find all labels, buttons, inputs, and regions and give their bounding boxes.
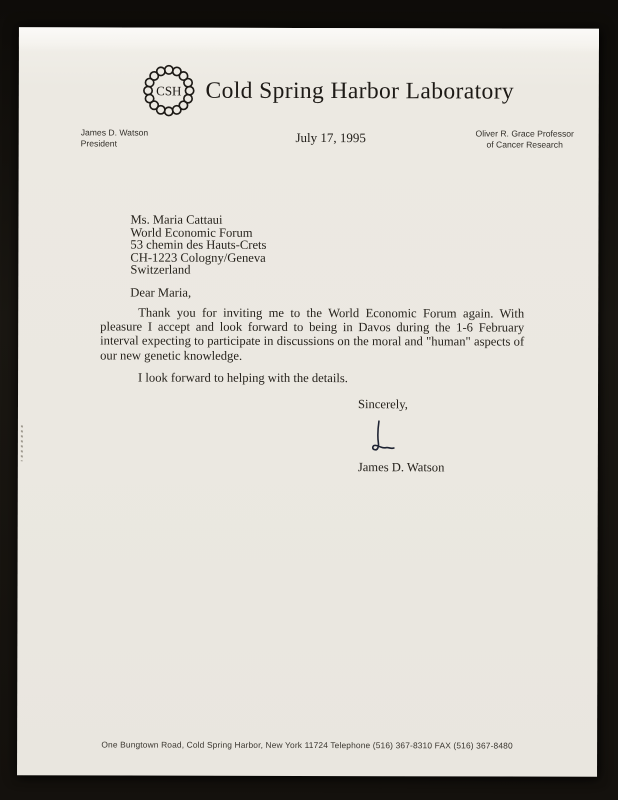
- letterhead-subheader: [19, 127, 599, 159]
- sender-name: James D. Watson: [80, 127, 149, 138]
- footer-address: One Bungtown Road, Cold Spring Harbor, New York 11724 Telephone (516) 367-8310 FAX (516) 367-8480: [101, 739, 513, 751]
- salutation: Dear Maria,: [130, 285, 192, 300]
- address-line: Switzerland: [130, 262, 191, 278]
- signature-typed-name: James D. Watson: [357, 460, 445, 475]
- closing: Sincerely,: [357, 397, 408, 412]
- address-line: Ms. Maria Cattaui: [130, 212, 223, 227]
- recipient-address: [130, 214, 266, 277]
- csh-logo-icon: [141, 64, 195, 118]
- paper-top-edge: [19, 27, 599, 53]
- body-paragraph-2: I look forward to helping with the details.: [138, 370, 348, 386]
- professor-title-line2: of Cancer Research: [486, 139, 563, 150]
- address-line: CH-1223 Cologny/Geneva: [130, 250, 266, 265]
- professor-title-block: [457, 128, 593, 151]
- body-paragraph-1: Thank you for inviting me to the World Economic Forum again. With pleasure I accept and look forward to being in Davos during the 1-6 February interval expecting to participate in discussions on the moral and "human" aspects of our new genetic knowledge.: [100, 305, 525, 363]
- left-margin-marks: [21, 425, 23, 461]
- professor-title-line1: Oliver R. Grace Professor: [475, 128, 574, 139]
- address-line: World Economic Forum: [130, 225, 253, 240]
- address-line: 53 chemin des Hauts-Crets: [130, 237, 267, 253]
- handwritten-signature-icon: [363, 418, 415, 458]
- letter-paper: [17, 27, 599, 777]
- org-name: Cold Spring Harbor Laboratory: [205, 77, 515, 105]
- csh-logo-text: CSH: [155, 83, 182, 99]
- letter-date: July 17, 1995: [295, 129, 366, 146]
- sender-title: President: [80, 138, 118, 149]
- letterhead: [19, 63, 599, 119]
